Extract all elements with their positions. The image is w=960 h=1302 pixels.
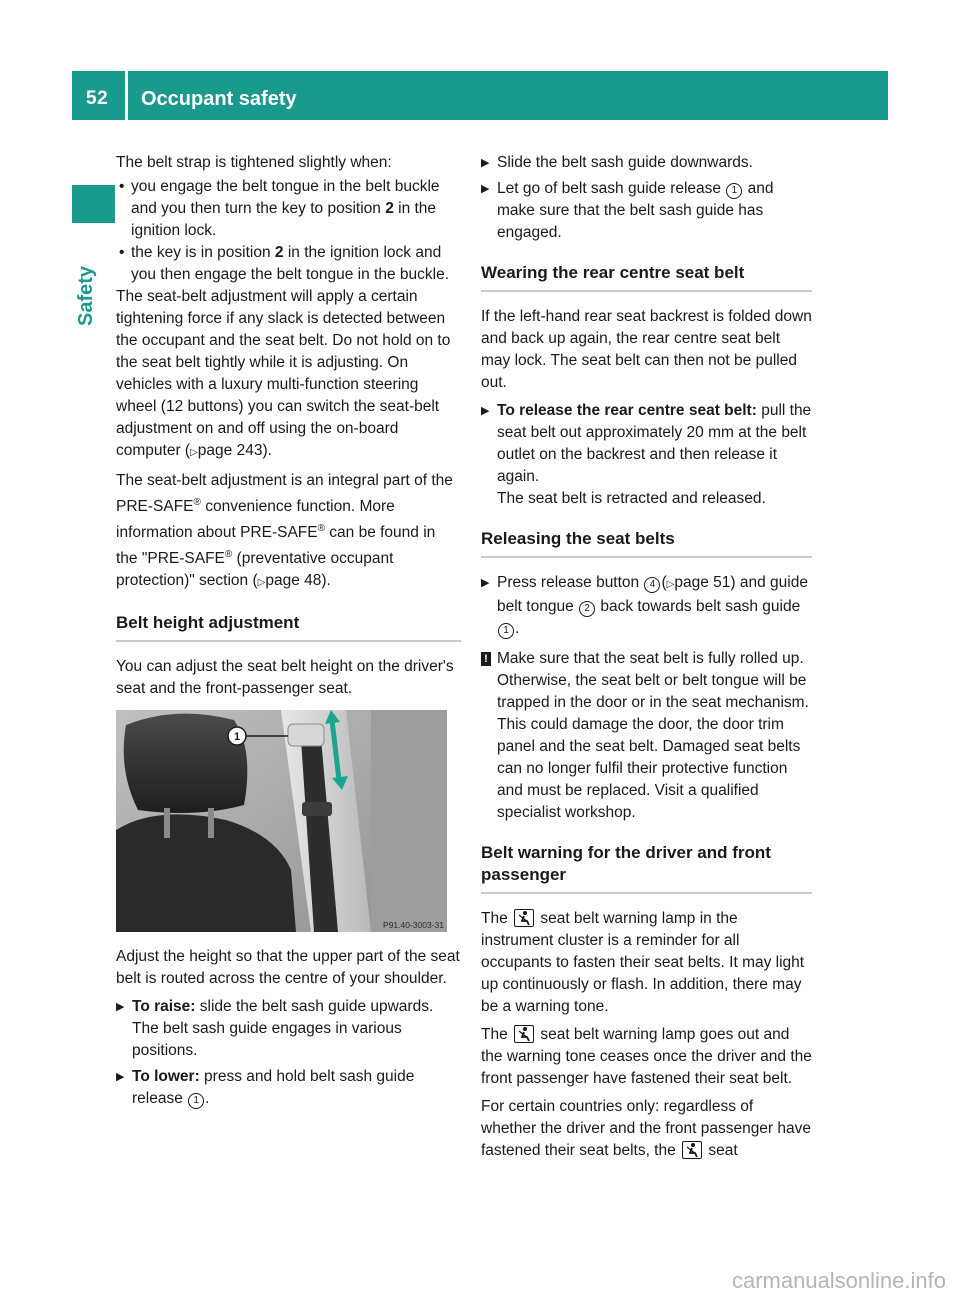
chapter-title: Occupant safety	[141, 88, 297, 110]
right-column	[481, 152, 812, 1164]
photo-callout-1: 1	[233, 731, 241, 744]
side-tab-block	[72, 185, 115, 223]
paragraph: The seat belt warning lamp goes out and the warning tone ceases once the driver and the front passenger have fastened their seat belt.	[481, 1026, 812, 1087]
page-ref-arrow-icon: ▷	[190, 447, 198, 458]
page-reference-link[interactable]: page 51	[674, 574, 731, 591]
instruction-step: ▶ To raise: slide the belt sash guide upwards. The belt sash guide engages in various positions.	[116, 996, 461, 1062]
instruction-step: ▶ Press release button 4 (▷page 51) and guide belt tongue 2 back towards belt sash guide 1 .	[481, 572, 812, 640]
page-reference-link[interactable]: page 48	[265, 572, 322, 590]
header-divider	[125, 71, 128, 120]
bullet-item: • the key is in position 2 in the ignition lock and you then engage the belt tongue in the buckle.	[116, 242, 461, 286]
left-column	[116, 152, 461, 1110]
paragraph: Adjust the height so that the upper part of the seat belt is routed across the centre of your shoulder.	[116, 948, 460, 988]
paragraph: You can adjust the seat belt height on the driver's seat and the front-passenger seat.	[116, 658, 454, 698]
callout-1-icon: 1	[726, 183, 742, 199]
paragraph: For certain countries only: regardless of whether the driver and the front passenger have fastened their seat belts, the seat	[481, 1098, 812, 1159]
section-heading: Releasing the seat belts	[481, 528, 812, 558]
instruction-step: ▶ To lower: press and hold belt sash guide release 1 .	[116, 1066, 461, 1110]
belt-height-photo	[116, 710, 447, 932]
callout-2-icon: 2	[579, 601, 595, 617]
page-number: 52	[86, 88, 109, 109]
paragraph: The seat-belt adjustment will apply a certain tightening force if any slack is detected between the occupant and the seat belt. Do not hold on to the seat belt tightly while it is adjusting. On vehicles with a luxury multi-function steering wheel (12 buttons) you can switch the seat-belt adjustment on and off using the on-board computer (▷page 243).	[116, 288, 451, 459]
paragraph: The seat belt warning lamp in the instrument cluster is a reminder for all occupants to fasten their seat belts. It may light up continuously or flash. In addition, there may be a warning tone.	[481, 910, 805, 1015]
seat-belt-warning-icon	[682, 1141, 702, 1159]
instruction-step: ▶ To release the rear centre seat belt: pull the seat belt out approximately 20 mm at the belt outlet on the backrest and then release it again. The seat belt is retracted and released.	[481, 400, 812, 510]
section-heading: Belt height adjustment	[116, 612, 461, 642]
side-section-label: Safety	[75, 265, 97, 326]
warning-note: ! Make sure that the seat belt is fully rolled up. Otherwise, the seat belt or belt tongue will be trapped in the door or in the seat mechanism. This could damage the door, the door trim panel and the seat belt. Damaged seat belts can no longer fulfil their protective function and must be replaced. Visit a qualified specialist workshop.	[481, 648, 812, 824]
section-heading: Belt warning for the driver and front passenger	[481, 842, 812, 894]
instruction-step: ▶ Let go of belt sash guide release 1 and make sure that the belt sash guide has engaged.	[481, 178, 812, 244]
callout-1-icon: 1	[498, 623, 514, 639]
intro-text: The belt strap is tightened slightly when:	[116, 154, 392, 171]
seat-belt-warning-icon	[514, 909, 534, 927]
seat-belt-illustration	[116, 710, 447, 932]
bullet-item: • you engage the belt tongue in the belt buckle and you then turn the key to position 2 in the ignition lock.	[116, 176, 461, 242]
exclamation-icon: !	[481, 652, 491, 666]
seat-belt-warning-icon	[514, 1025, 534, 1043]
instruction-step: ▶ Slide the belt sash guide downwards.	[481, 152, 812, 174]
callout-4-icon: 4	[644, 577, 660, 593]
page-ref-arrow-icon: ▷	[666, 579, 675, 590]
photo-code: P91.40-3003-31	[383, 920, 444, 931]
page-ref-arrow-icon: ▷	[257, 577, 266, 589]
callout-1-icon: 1	[188, 1093, 204, 1109]
paragraph: If the left-hand rear seat backrest is folded down and back up again, the rear centre seat belt may lock. The seat belt can then not be pulled out.	[481, 308, 812, 391]
watermark: carmanualsonline.info	[731, 1268, 946, 1293]
page-reference-link[interactable]: page 243	[197, 442, 263, 459]
paragraph: The seat-belt adjustment is an integral part of the PRE-SAFE® convenience function. More information about PRE-SAFE® can be found in the "PRE-SAFE® (preventative occupant protection)" section (▷page 48).	[116, 472, 453, 590]
section-heading: Wearing the rear centre seat belt	[481, 262, 812, 292]
